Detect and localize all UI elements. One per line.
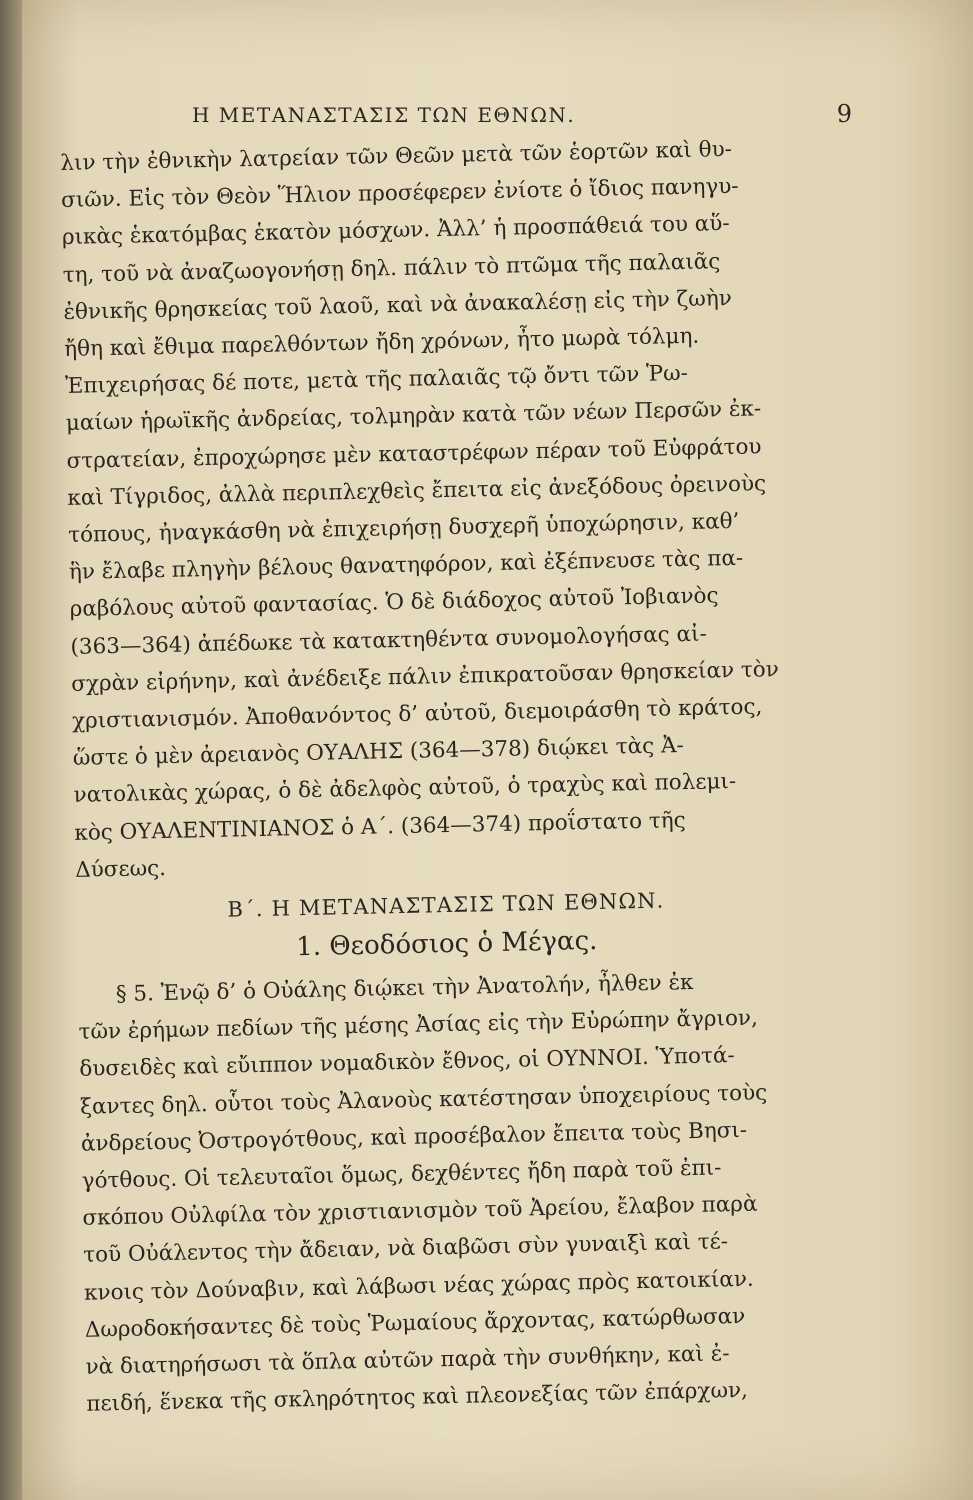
text-line: κὸς ΟΥΑΛΕΝΤΙΝΙΑΝΟΣ ὁ Α΄. (364—374) προΐστατο τῆς xyxy=(74,807,686,846)
text-line: σχρὰν εἰρήνην, καὶ ἀνέδειξε πάλιν ἐπικρατοῦσαν θρησκείαν τὸν xyxy=(71,656,780,697)
text-line: τόπους, ἠναγκάσθη νὰ ἐπιχειρήσῃ δυσχερῆ ὑποχώρησιν, καθ’ xyxy=(67,508,740,548)
text-line: σιῶν. Εἰς τὸν Θεὸν Ἥλιον προσέφερεν ἐνίοτε ὁ ἴδιος πανηγυ- xyxy=(60,174,739,214)
text-line: τοῦ Οὐάλεντος τὴν ἄδειαν, νὰ διαβῶσι σὺν γυναιξὶ καὶ τέ- xyxy=(83,1229,729,1269)
text-line: ἣν ἔλαβε πληγὴν βέλους θανατηφόρον, καὶ ἐξέπνευσε τὰς πα- xyxy=(68,546,744,586)
text-line: πειδή, ἕνεκα τῆς σκληρότητος καὶ πλεονεξίας τῶν ἐπάρχων, xyxy=(86,1378,749,1418)
text-line: ὥστε ὁ μὲν ἀρειανὸς ΟΥΑΛΗΣ (364—378) διῴκει τὰς Ἀ- xyxy=(72,733,685,772)
text-line: χριστιανισμόν. Ἀποθανόντος δ’ αὐτοῦ, διεμοιράσθη τὸ κράτος, xyxy=(71,694,763,734)
text-line: νατολικὰς χώρας, ὁ δὲ ἀδελφὸς αὐτοῦ, ὁ τραχὺς καὶ πολεμι- xyxy=(73,769,737,809)
body-text xyxy=(60,130,787,1423)
text-line: § 5. Ἐνῷ δ’ ὁ Οὐάλης διῴκει τὴν Ἀνατολήν, ἦλθεν ἐκ xyxy=(115,969,694,1008)
paragraph-1 xyxy=(60,130,780,889)
text-line: καὶ Τίγριδος, ἀλλὰ περιπλεχθεὶς ἔπειτα εἰς ἀνεξόδους ὀρεινοὺς xyxy=(67,471,767,511)
text-line: ἤθη καὶ ἔθιμα παρελθόντων ἤδη χρόνων, ἦτο μωρὰ τόλμη. xyxy=(64,323,700,362)
text-line: Ἐπιχειρήσας δέ ποτε, μετὰ τῆς παλαιᾶς τῷ ὄντι τῶν Ῥω- xyxy=(64,361,689,400)
text-line: Δύσεως. xyxy=(74,855,167,883)
text-line: ἐθνικῆς θρησκείας τοῦ λαοῦ, καὶ νὰ ἀνακαλέσῃ εἰς τὴν ζωὴν xyxy=(63,285,733,325)
text-line: ρικὰς ἑκατόμβας ἑκατὸν μόσχων. Ἀλλ’ ἡ προσπάθειά του αὕ- xyxy=(61,211,730,251)
text-line: (363—364) ἀπέδωκε τὰ κατακτηθέντα συνομολογήσας αἰ- xyxy=(70,621,707,660)
text-line: δυσειδὲς καὶ εὔιππον νομαδικὸν ἔθνος, οἱ ΟΥΝΝΟΙ. Ὑποτά- xyxy=(79,1043,735,1083)
text-line: Δωροδοκήσαντες δὲ τοὺς Ῥωμαίους ἄρχοντας, κατώρθωσαν xyxy=(84,1303,746,1343)
running-title: Η ΜΕΤΑΝΑΣΤΑΣΙΣ ΤΩΝ ΕΘΝΩΝ. xyxy=(192,103,576,127)
sub-heading: 1. Θεοδόσιος ὁ Μέγας. xyxy=(295,925,598,963)
section-heading: Β΄. Η ΜΕΤΑΝΑΣΤΑΣΙΣ ΤΩΝ ΕΘΝΩΝ. xyxy=(227,888,665,922)
page-header xyxy=(172,100,852,128)
text-line: ξαντες δηλ. οὗτοι τοὺς Ἀλανοὺς κατέστησαν ὑποχειρίους τοὺς xyxy=(79,1080,768,1120)
text-line: τῶν ἐρήμων πεδίων τῆς μέσης Ἀσίας εἰς τὴν Εὐρώπην ἄγριον, xyxy=(78,1005,759,1046)
page-number: 9 xyxy=(836,100,852,128)
text-line: τη, τοῦ νὰ ἀναζωογονήσῃ δηλ. πάλιν τὸ πτῶμα τῆς παλαιᾶς xyxy=(62,248,721,288)
text-line: κνοις τὸν Δούναβιν, καὶ λάβωσι νέας χώρας πρὸς κατοικίαν. xyxy=(83,1266,754,1306)
text-line: σκόπου Οὐλφίλα τὸν χριστιανισμὸν τοῦ Ἀρείου, ἔλαβον παρὰ xyxy=(82,1191,758,1232)
paragraph-2 xyxy=(77,962,786,1423)
text-line: μαίων ἡρωϊκῆς ἀνδρείας, τολμηρὰν κατὰ τῶν νέων Περσῶν ἐκ- xyxy=(65,396,762,437)
book-page xyxy=(22,0,973,1500)
text-line: στρατείαν, ἐπροχώρησε μὲν καταστρέφων πέραν τοῦ Εὐφράτου xyxy=(66,434,762,474)
text-line: γότθους. Οἱ τελευταῖοι ὅμως, δεχθέντες ἤδη παρὰ τοῦ ἐπι- xyxy=(81,1155,722,1194)
text-line: ραβόλους αὐτοῦ φαντασίας. Ὁ δὲ διάδοχος αὐτοῦ Ἰοβιανὸς xyxy=(69,583,719,623)
text-line: λιν τὴν ἐθνικὴν λατρείαν τῶν Θεῶν μετὰ τῶν ἑορτῶν καὶ θυ- xyxy=(60,136,733,176)
text-line: ἀνδρείους Ὀστρογότθους, καὶ προσέβαλον ἔπειτα τοὺς Βησι- xyxy=(80,1117,748,1157)
text-line: νὰ διατηρήσωσι τὰ ὅπλα αὐτῶν παρὰ τὴν συνθήκην, καὶ ἐ- xyxy=(85,1341,730,1380)
